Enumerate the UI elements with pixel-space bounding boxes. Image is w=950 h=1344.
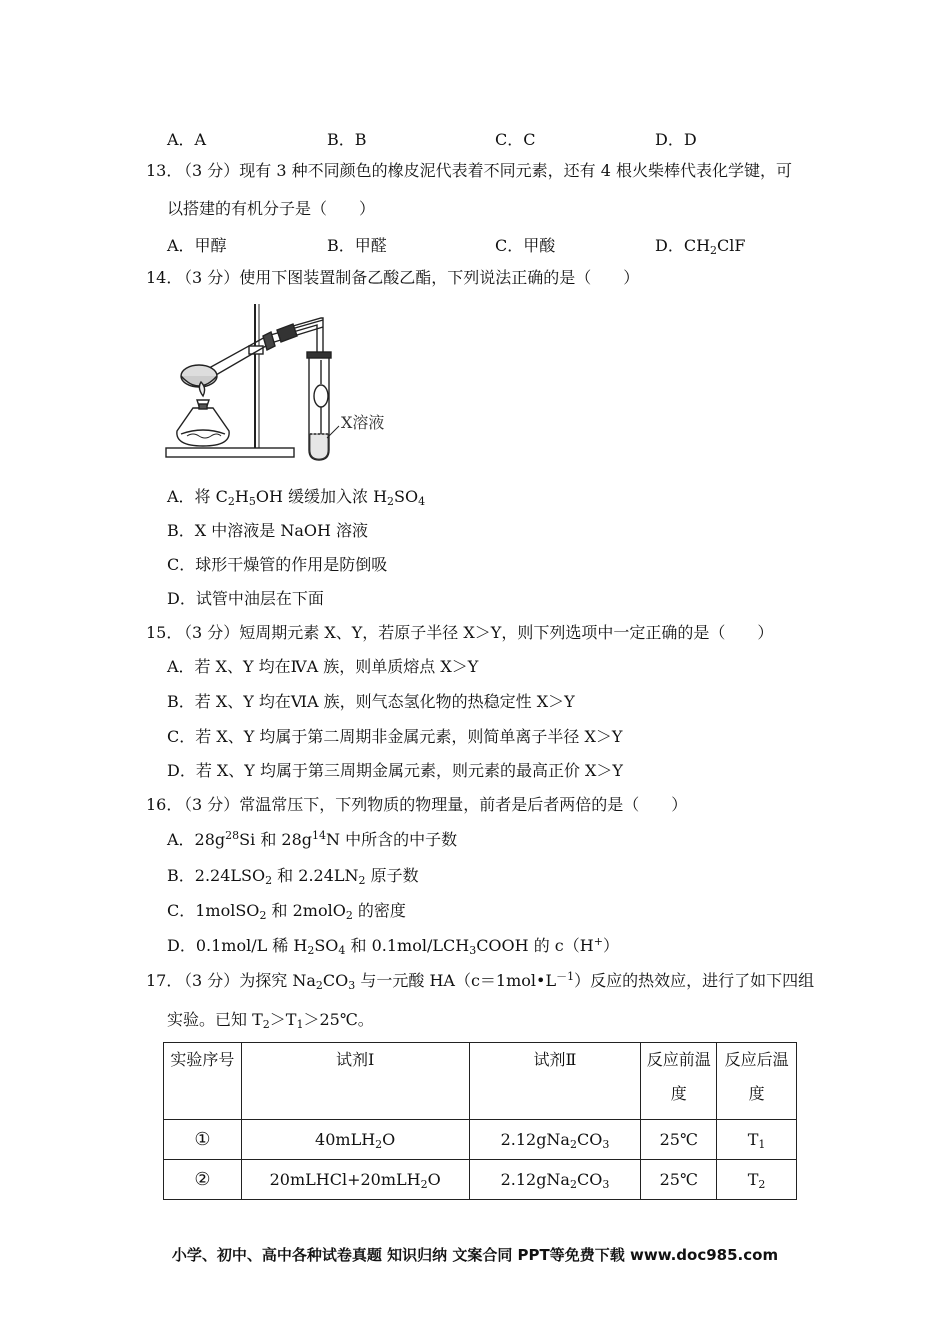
temp-before-cell: 25℃: [641, 1120, 717, 1160]
q12-option-d: D．D: [655, 130, 697, 149]
ethyl-acetate-apparatus-figure: [163, 296, 403, 464]
q17-stem-line1: （3 分）为探究 $Na_2CO_3$ 与一元酸 $HA(c=1mol•L^{-1})$反应的热效应，进行了如下四组: [176, 970, 815, 992]
reagent-1-cell: 40mLH$_2$O: [241, 1120, 469, 1160]
q13-option-b: B．甲醛: [327, 236, 387, 255]
q16-number: 16．: [146, 795, 183, 814]
q13-stem-line2: 以搭建的有机分子是（ ）: [167, 199, 376, 218]
header-reagent-2: 试剂Ⅱ: [469, 1043, 641, 1120]
header-temp-after: 反应后温度: [717, 1043, 797, 1120]
footer-banner: 小学、初中、高中各种试卷真题 知识归纳 文案合同 PPT等免费下载 www.doc985.com: [171, 1246, 779, 1264]
q13-stem-line1: （3 分）现有 3 种不同颜色的橡皮泥代表着不同元素，还有 4 根火柴棒代表化学键，可: [176, 161, 792, 180]
q13-option-d: D．$CH_2ClF$: [655, 236, 746, 257]
q15-option-d: D．若 X、Y 均属于第三周期金属元素，则元素的最高正价 X＞Y: [167, 761, 623, 780]
stand-base: [166, 448, 294, 457]
header-reagent-1: 试剂Ⅰ: [241, 1043, 469, 1120]
reagent-2-cell: $2.12gNa_2CO_3$: [469, 1160, 641, 1200]
q12-option-a: A．A: [167, 130, 207, 149]
q14-option-b: B．X 中溶液是 NaOH 溶液: [167, 521, 369, 540]
q15-stem: （3 分）短周期元素 X、Y，若原子半径 X＞Y，则下列选项中一定正确的是（ ）: [176, 623, 774, 642]
figure-label-x-solution: X溶液: [341, 413, 385, 432]
temp-before-cell: 25℃: [641, 1160, 717, 1200]
q17-stem-line2: 实验。已知 $T_2>T_1>25℃$。: [167, 1010, 374, 1031]
header-experiment-no: 实验序号: [164, 1043, 242, 1120]
header-temp-before: 反应前温度: [641, 1043, 717, 1120]
q16-stem: （3 分）常温常压下，下列物质的物理量，前者是后者两倍的是（ ）: [176, 795, 688, 814]
q16-option-c: C．1molSO$_2$ 和 2molO$_2$ 的密度: [167, 901, 406, 922]
q14-number: 14．: [146, 268, 183, 287]
table-row: [164, 1160, 797, 1200]
table-row: [164, 1120, 797, 1160]
q13-number: 13．: [146, 161, 183, 180]
row-number: ②: [164, 1160, 242, 1200]
q14-option-a: A．将 $C_2H_5OH$ 缓缓加入浓 $H_2SO_4$: [167, 487, 426, 508]
q14-option-c: C．球形干燥管的作用是防倒吸: [167, 555, 388, 574]
q16-option-d: D．0.1mol/L 稀 $H_2SO_4$ 和 $0.1mol/LCH_3COOH$ 的 c（H+）: [167, 935, 619, 957]
q13-option-a: A．甲醇: [167, 236, 227, 255]
q15-option-a: A．若 X、Y 均在ⅣA 族，则单质熔点 X＞Y: [167, 657, 479, 676]
q14-stem: （3 分）使用下图装置制备乙酸乙酯，下列说法正确的是（ ）: [176, 268, 640, 287]
q15-option-c: C．若 X、Y 均属于第二周期非金属元素，则简单离子半径 X＞Y: [167, 727, 623, 746]
q15-option-b: B．若 X、Y 均在ⅥA 族，则气态氢化物的热稳定性 X＞Y: [167, 692, 575, 711]
q16-option-b: B．$2.24LSO_2$ 和 $2.24LN_2$ 原子数: [167, 866, 419, 887]
q14-option-d: D．试管中油层在下面: [167, 589, 324, 608]
q17-number: 17．: [146, 971, 183, 990]
row-number: ①: [164, 1120, 242, 1160]
temp-after-cell: $T_2$: [717, 1160, 797, 1200]
experiment-table: [163, 1042, 797, 1200]
table-header-row: [164, 1043, 797, 1120]
reagent-1-cell: 20mLHCl+20mLH$_2$O: [241, 1160, 469, 1200]
temp-after-cell: $T_1$: [717, 1120, 797, 1160]
q12-option-c: C．C: [495, 130, 536, 149]
q13-option-c: C．甲酸: [495, 236, 556, 255]
q16-option-a: A．$28g^{28}Si$ 和 $28g^{14}N$ 中所含的中子数: [167, 829, 458, 849]
q15-number: 15．: [146, 623, 183, 642]
reagent-2-cell: $2.12gNa_2CO_3$: [469, 1120, 641, 1160]
q12-option-b: B．B: [327, 130, 367, 149]
